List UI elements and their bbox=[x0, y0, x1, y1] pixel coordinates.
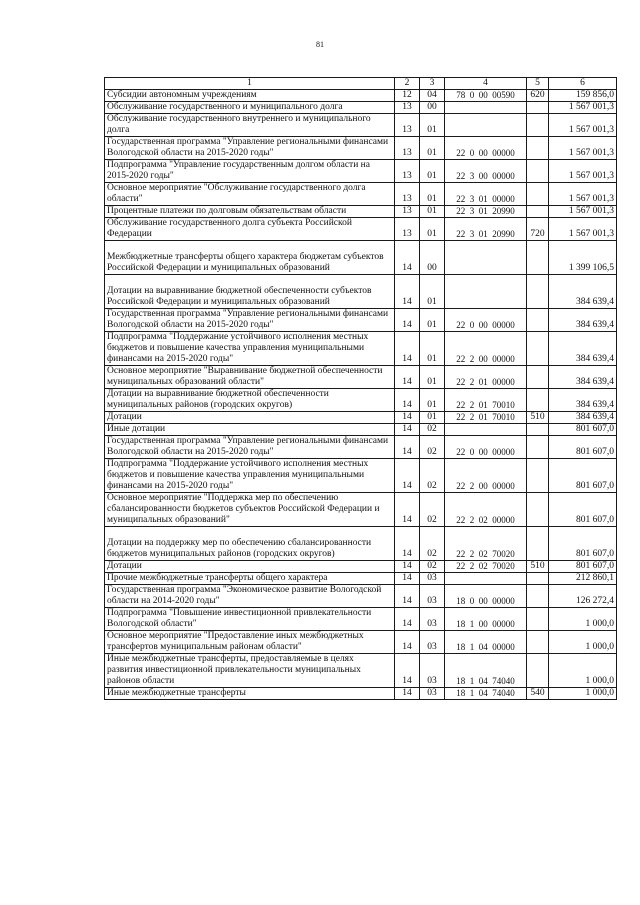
row-section-cell: 13 bbox=[395, 218, 420, 241]
row-subsection-cell: 04 bbox=[420, 90, 445, 102]
row-target-article-cell: 22 2 02 70020 bbox=[445, 527, 527, 561]
row-name-cell: Иные дотации bbox=[105, 424, 395, 436]
row-amount-cell: 1 567 001,3 bbox=[549, 137, 617, 160]
row-name-cell: Государственная программа "Экономическое развитие Вологодской области на 2014-2020 годы" bbox=[105, 585, 395, 608]
table-row bbox=[105, 332, 617, 366]
row-section-cell: 14 bbox=[395, 436, 420, 459]
row-expense-type-cell: 540 bbox=[527, 688, 549, 700]
table-row bbox=[105, 493, 617, 527]
row-expense-type-cell bbox=[527, 332, 549, 366]
row-expense-type-cell bbox=[527, 573, 549, 585]
row-subsection-cell: 01 bbox=[420, 389, 445, 412]
table-row bbox=[105, 654, 617, 688]
row-target-article-cell bbox=[445, 275, 527, 309]
row-subsection-cell: 02 bbox=[420, 561, 445, 573]
row-amount-cell: 1 567 001,3 bbox=[549, 114, 617, 137]
row-amount-cell: 384 639,4 bbox=[549, 389, 617, 412]
row-amount-cell: 384 639,4 bbox=[549, 366, 617, 389]
row-name-cell: Государственная программа "Управление региональными финансами Вологодской области на 2015-2020 годы" bbox=[105, 137, 395, 160]
row-target-article-cell: 18 1 04 74040 bbox=[445, 688, 527, 700]
row-expense-type-cell bbox=[527, 389, 549, 412]
row-expense-type-cell: 510 bbox=[527, 412, 549, 424]
row-name-cell: Иные межбюджетные трансферты, предоставляемые в целях развития инвестиционной привлекательности муниципальных районов области bbox=[105, 654, 395, 688]
row-amount-cell: 1 567 001,3 bbox=[549, 102, 617, 114]
row-name-cell: Обслуживание государственного и муниципального долга bbox=[105, 102, 395, 114]
row-name-cell: Иные межбюджетные трансферты bbox=[105, 688, 395, 700]
row-name-cell: Основное мероприятие "Обслуживание государственного долга области" bbox=[105, 183, 395, 206]
row-target-article-cell: 18 1 04 74040 bbox=[445, 654, 527, 688]
row-name-cell: Государственная программа "Управление региональными финансами Вологодской области на 2015-2020 годы" bbox=[105, 436, 395, 459]
row-name-cell: Обслуживание государственного внутреннего и муниципального долга bbox=[105, 114, 395, 137]
row-target-article-cell: 22 3 01 20990 bbox=[445, 218, 527, 241]
row-amount-cell: 159 856,0 bbox=[549, 90, 617, 102]
row-target-article-cell: 22 3 01 20990 bbox=[445, 206, 527, 218]
row-subsection-cell: 01 bbox=[420, 114, 445, 137]
row-name-cell: Подпрограмма "Поддержание устойчивого исполнения местных бюджетов и повышение качества управления муниципальными финансами на 2015-2020 годы" bbox=[105, 459, 395, 493]
table-row bbox=[105, 241, 617, 275]
table-row bbox=[105, 137, 617, 160]
row-name-cell: Дотации bbox=[105, 561, 395, 573]
row-section-cell: 13 bbox=[395, 102, 420, 114]
row-expense-type-cell: 620 bbox=[527, 90, 549, 102]
row-subsection-cell: 01 bbox=[420, 412, 445, 424]
row-amount-cell: 384 639,4 bbox=[549, 412, 617, 424]
row-name-cell: Подпрограмма "Поддержание устойчивого исполнения местных бюджетов и повышение качества управления муниципальными финансами на 2015-2020 годы" bbox=[105, 332, 395, 366]
row-expense-type-cell bbox=[527, 114, 549, 137]
row-amount-cell: 1 567 001,3 bbox=[549, 206, 617, 218]
row-target-article-cell: 22 2 01 00000 bbox=[445, 366, 527, 389]
row-section-cell: 14 bbox=[395, 654, 420, 688]
row-section-cell: 14 bbox=[395, 585, 420, 608]
row-subsection-cell: 01 bbox=[420, 137, 445, 160]
row-amount-cell: 801 607,0 bbox=[549, 561, 617, 573]
row-subsection-cell: 03 bbox=[420, 585, 445, 608]
row-target-article-cell bbox=[445, 241, 527, 275]
table-row bbox=[105, 366, 617, 389]
table-row bbox=[105, 688, 617, 700]
row-name-cell: Обслуживание государственного долга субъекта Российской Федерации bbox=[105, 218, 395, 241]
row-subsection-cell: 03 bbox=[420, 654, 445, 688]
header-row bbox=[105, 78, 617, 90]
row-amount-cell: 1 399 106,5 bbox=[549, 241, 617, 275]
table-row bbox=[105, 102, 617, 114]
row-section-cell: 13 bbox=[395, 137, 420, 160]
col-header-target-article: 4 bbox=[445, 78, 527, 90]
table-body bbox=[105, 90, 617, 700]
row-amount-cell: 384 639,4 bbox=[549, 309, 617, 332]
row-section-cell: 14 bbox=[395, 688, 420, 700]
row-amount-cell: 212 860,1 bbox=[549, 573, 617, 585]
row-target-article-cell: 22 2 02 00000 bbox=[445, 493, 527, 527]
row-target-article-cell bbox=[445, 573, 527, 585]
row-target-article-cell: 22 3 00 00000 bbox=[445, 160, 527, 183]
row-name-cell: Подпрограмма "Повышение инвестиционной привлекательности Вологодской области" bbox=[105, 608, 395, 631]
row-section-cell: 13 bbox=[395, 206, 420, 218]
row-subsection-cell: 01 bbox=[420, 332, 445, 366]
row-section-cell: 14 bbox=[395, 608, 420, 631]
row-expense-type-cell: 720 bbox=[527, 218, 549, 241]
row-name-cell: Дотации на поддержку мер по обеспечению сбалансированности бюджетов муниципальных районов (городских округов) bbox=[105, 527, 395, 561]
row-section-cell: 14 bbox=[395, 561, 420, 573]
row-expense-type-cell bbox=[527, 436, 549, 459]
row-amount-cell: 1 567 001,3 bbox=[549, 160, 617, 183]
row-expense-type-cell bbox=[527, 608, 549, 631]
row-subsection-cell: 00 bbox=[420, 241, 445, 275]
row-section-cell: 13 bbox=[395, 160, 420, 183]
row-name-cell: Основное мероприятие "Предоставление иных межбюджетных трансфертов муниципальным районам области" bbox=[105, 631, 395, 654]
table-row bbox=[105, 459, 617, 493]
row-subsection-cell: 01 bbox=[420, 275, 445, 309]
row-expense-type-cell bbox=[527, 585, 549, 608]
row-name-cell: Государственная программа "Управление региональными финансами Вологодской области на 2015-2020 годы" bbox=[105, 309, 395, 332]
row-target-article-cell: 18 1 00 00000 bbox=[445, 608, 527, 631]
row-target-article-cell: 22 2 00 00000 bbox=[445, 332, 527, 366]
row-amount-cell: 801 607,0 bbox=[549, 459, 617, 493]
row-subsection-cell: 03 bbox=[420, 608, 445, 631]
row-target-article-cell: 18 1 04 00000 bbox=[445, 631, 527, 654]
row-expense-type-cell bbox=[527, 459, 549, 493]
row-section-cell: 14 bbox=[395, 493, 420, 527]
row-subsection-cell: 01 bbox=[420, 366, 445, 389]
row-subsection-cell: 01 bbox=[420, 183, 445, 206]
row-subsection-cell: 03 bbox=[420, 688, 445, 700]
table-row bbox=[105, 527, 617, 561]
row-target-article-cell: 22 0 00 00000 bbox=[445, 309, 527, 332]
row-target-article-cell: 22 0 00 00000 bbox=[445, 436, 527, 459]
row-amount-cell: 1 000,0 bbox=[549, 608, 617, 631]
row-target-article-cell: 78 0 00 00590 bbox=[445, 90, 527, 102]
col-header-expense-type: 5 bbox=[527, 78, 549, 90]
row-section-cell: 14 bbox=[395, 241, 420, 275]
table-row bbox=[105, 218, 617, 241]
row-section-cell: 12 bbox=[395, 90, 420, 102]
row-subsection-cell: 03 bbox=[420, 573, 445, 585]
row-section-cell: 14 bbox=[395, 527, 420, 561]
col-header-amount: 6 bbox=[549, 78, 617, 90]
table-row bbox=[105, 275, 617, 309]
row-amount-cell: 801 607,0 bbox=[549, 436, 617, 459]
row-name-cell: Субсидии автономным учреждениям bbox=[105, 90, 395, 102]
row-amount-cell: 1 000,0 bbox=[549, 688, 617, 700]
row-section-cell: 14 bbox=[395, 459, 420, 493]
row-section-cell: 14 bbox=[395, 573, 420, 585]
row-expense-type-cell bbox=[527, 183, 549, 206]
table-row bbox=[105, 561, 617, 573]
table-row bbox=[105, 573, 617, 585]
table-row bbox=[105, 114, 617, 137]
row-expense-type-cell bbox=[527, 493, 549, 527]
row-name-cell: Подпрограмма "Управление государственным долгом области на 2015-2020 годы" bbox=[105, 160, 395, 183]
row-target-article-cell: 22 0 00 00000 bbox=[445, 137, 527, 160]
row-subsection-cell: 01 bbox=[420, 206, 445, 218]
table-row bbox=[105, 585, 617, 608]
row-subsection-cell: 03 bbox=[420, 631, 445, 654]
row-amount-cell: 384 639,4 bbox=[549, 275, 617, 309]
row-section-cell: 14 bbox=[395, 366, 420, 389]
row-amount-cell: 1 000,0 bbox=[549, 631, 617, 654]
row-expense-type-cell bbox=[527, 366, 549, 389]
row-amount-cell: 801 607,0 bbox=[549, 527, 617, 561]
row-expense-type-cell bbox=[527, 309, 549, 332]
row-target-article-cell: 18 0 00 00000 bbox=[445, 585, 527, 608]
row-expense-type-cell bbox=[527, 275, 549, 309]
row-target-article-cell bbox=[445, 424, 527, 436]
table-row bbox=[105, 412, 617, 424]
row-target-article-cell: 22 2 01 70010 bbox=[445, 389, 527, 412]
row-expense-type-cell bbox=[527, 654, 549, 688]
col-header-name: 1 bbox=[105, 78, 395, 90]
row-section-cell: 14 bbox=[395, 389, 420, 412]
row-subsection-cell: 00 bbox=[420, 102, 445, 114]
row-target-article-cell: 22 2 02 70020 bbox=[445, 561, 527, 573]
page-number: 81 bbox=[316, 40, 324, 49]
row-name-cell: Межбюджетные трансферты общего характера бюджетам субъектов Российской Федерации и муниципальных образований bbox=[105, 241, 395, 275]
row-section-cell: 14 bbox=[395, 275, 420, 309]
table-row bbox=[105, 608, 617, 631]
row-expense-type-cell bbox=[527, 102, 549, 114]
row-expense-type-cell bbox=[527, 631, 549, 654]
row-name-cell: Основное мероприятие "Поддержка мер по обеспечению сбалансированности бюджетов субъектов Российской Федерации и муниципальных образований" bbox=[105, 493, 395, 527]
table-row bbox=[105, 183, 617, 206]
row-subsection-cell: 02 bbox=[420, 493, 445, 527]
row-subsection-cell: 02 bbox=[420, 459, 445, 493]
table-row bbox=[105, 389, 617, 412]
budget-table bbox=[104, 77, 617, 700]
table-row bbox=[105, 424, 617, 436]
row-amount-cell: 801 607,0 bbox=[549, 493, 617, 527]
row-name-cell: Дотации bbox=[105, 412, 395, 424]
row-expense-type-cell bbox=[527, 527, 549, 561]
table-row bbox=[105, 160, 617, 183]
row-section-cell: 13 bbox=[395, 183, 420, 206]
table-row bbox=[105, 631, 617, 654]
row-amount-cell: 384 639,4 bbox=[549, 332, 617, 366]
table-row bbox=[105, 436, 617, 459]
row-section-cell: 14 bbox=[395, 309, 420, 332]
row-section-cell: 13 bbox=[395, 114, 420, 137]
row-amount-cell: 1 000,0 bbox=[549, 654, 617, 688]
row-subsection-cell: 02 bbox=[420, 527, 445, 561]
row-target-article-cell: 22 3 01 00000 bbox=[445, 183, 527, 206]
row-name-cell: Дотации на выравнивание бюджетной обеспеченности субъектов Российской Федерации и муниципальных образований bbox=[105, 275, 395, 309]
row-expense-type-cell bbox=[527, 241, 549, 275]
row-target-article-cell: 22 2 00 00000 bbox=[445, 459, 527, 493]
row-name-cell: Прочие межбюджетные трансферты общего характера bbox=[105, 573, 395, 585]
row-section-cell: 14 bbox=[395, 332, 420, 366]
row-subsection-cell: 01 bbox=[420, 218, 445, 241]
row-target-article-cell bbox=[445, 114, 527, 137]
table-row bbox=[105, 206, 617, 218]
row-expense-type-cell bbox=[527, 206, 549, 218]
col-header-subsection: 3 bbox=[420, 78, 445, 90]
row-target-article-cell: 22 2 01 70010 bbox=[445, 412, 527, 424]
row-target-article-cell bbox=[445, 102, 527, 114]
row-expense-type-cell bbox=[527, 424, 549, 436]
row-amount-cell: 1 567 001,3 bbox=[549, 218, 617, 241]
row-amount-cell: 126 272,4 bbox=[549, 585, 617, 608]
table-row bbox=[105, 309, 617, 332]
row-subsection-cell: 01 bbox=[420, 309, 445, 332]
row-expense-type-cell bbox=[527, 137, 549, 160]
col-header-section: 2 bbox=[395, 78, 420, 90]
row-name-cell: Дотации на выравнивание бюджетной обеспеченности муниципальных районов (городских округов) bbox=[105, 389, 395, 412]
row-subsection-cell: 01 bbox=[420, 160, 445, 183]
row-expense-type-cell bbox=[527, 160, 549, 183]
row-section-cell: 14 bbox=[395, 631, 420, 654]
row-expense-type-cell: 510 bbox=[527, 561, 549, 573]
row-amount-cell: 1 567 001,3 bbox=[549, 183, 617, 206]
row-amount-cell: 801 607,0 bbox=[549, 424, 617, 436]
row-section-cell: 14 bbox=[395, 424, 420, 436]
row-subsection-cell: 02 bbox=[420, 424, 445, 436]
row-name-cell: Процентные платежи по долговым обязательствам области bbox=[105, 206, 395, 218]
row-section-cell: 14 bbox=[395, 412, 420, 424]
table-row bbox=[105, 90, 617, 102]
row-name-cell: Основное мероприятие "Выравнивание бюджетной обеспеченности муниципальных образований области" bbox=[105, 366, 395, 389]
row-subsection-cell: 02 bbox=[420, 436, 445, 459]
